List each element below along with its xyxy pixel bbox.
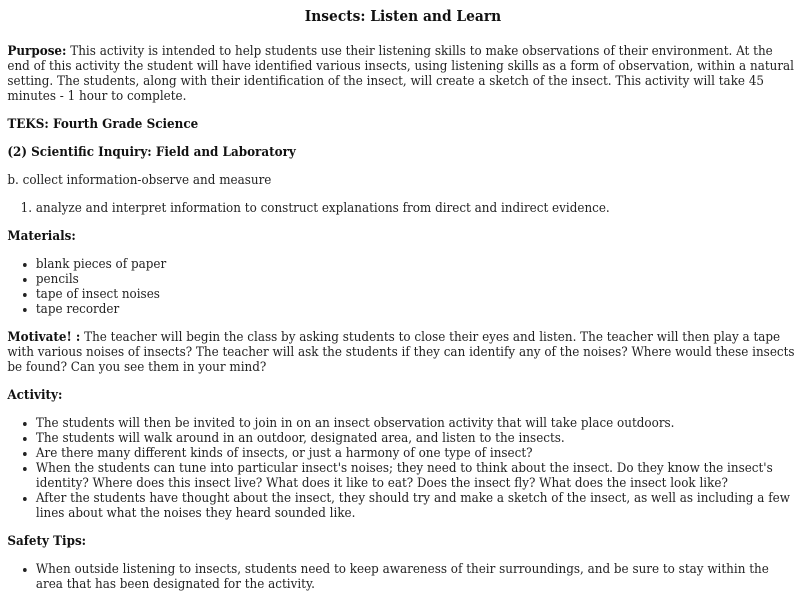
numbered-item: 1. analyze and interpret information to construct explanations from direct and indirect evidence. [36, 201, 799, 216]
materials-item: • tape of insect noises [36, 287, 799, 302]
purpose-paragraph [7, 44, 798, 104]
activity-list [7, 416, 798, 521]
activity-item: • The students will then be invited to join in on an insect observation activity that will take place outdoors. [36, 416, 799, 431]
activity-item: • The students will walk around in an outdoor, designated area, and listen to the insects. [36, 431, 799, 446]
safety-item: • When outside listening to insects, students need to keep awareness of their surroundings, and be sure to stay within the area that has been designated for the activity. [36, 562, 799, 592]
motivate-paragraph [7, 330, 798, 375]
purpose-text: This activity is intended to help students use their listening skills to make observations of their environment. At the end of this activity the student will have identified various insects, using listening skills as a form of observation, within a natural setting. The students, along with their identification of the insect, will create a sketch of the insect. This activity will take 45 minutes - 1 hour to complete. [7, 44, 795, 104]
inquiry-heading: (2) Scientific Inquiry: Field and Laboratory [7, 145, 296, 160]
safety-list [7, 562, 798, 592]
page-title: Insects: Listen and Learn [304, 7, 502, 25]
teks-heading: TEKS: Fourth Grade Science [7, 117, 199, 132]
materials-item: • tape recorder [36, 302, 799, 317]
materials-heading: Materials: [7, 229, 76, 244]
materials-item: • blank pieces of paper [36, 257, 799, 272]
safety-heading: Safety Tips: [7, 534, 87, 549]
activity-heading: Activity: [7, 388, 63, 403]
activity-item: • After the students have thought about the insect, they should try and make a sketch of the insect, as well as including a few lines about what the noises they heard sounded like. [36, 491, 799, 521]
materials-list [7, 257, 798, 317]
lesson-document [0, 7, 800, 592]
collect-text: b. collect information-observe and measure [7, 173, 272, 188]
motivate-text: The teacher will begin the class by asking students to close their eyes and listen. The teacher will then play a tape with various noises of insects? The teacher will ask the students if they can identify any of the noises? Where would these insects be found? Can you see them in your mind? [7, 330, 795, 375]
activity-item: • When the students can tune into particular insect's noises; they need to think about the insect. Do they know the insect's identity? Where does this insect live? What does it like to eat? Does the insect fly? What does the insect look like? [36, 461, 799, 491]
purpose-label: Purpose: [7, 44, 67, 59]
numbered-list [7, 201, 798, 216]
activity-item: • Are there many different kinds of insects, or just a harmony of one type of insect? [36, 446, 799, 461]
motivate-label: Motivate! : [7, 330, 81, 345]
materials-item: • pencils [36, 272, 799, 287]
